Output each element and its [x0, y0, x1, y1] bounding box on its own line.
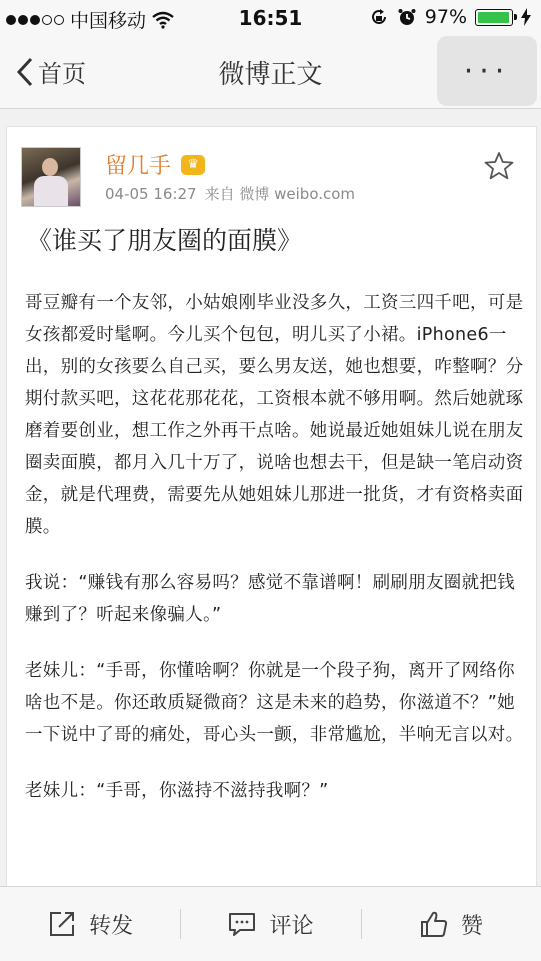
- status-bar: [0, 0, 541, 36]
- username-row: [105, 149, 205, 180]
- repost-label: 转发: [89, 913, 134, 939]
- action-toolbar: [0, 886, 541, 961]
- avatar[interactable]: [21, 147, 81, 207]
- alarm-icon: [397, 7, 417, 27]
- post-meta: [105, 183, 355, 204]
- back-label: 首页: [38, 60, 86, 88]
- page-title: 微博正文: [218, 60, 323, 90]
- post-source: 来自 微博 weibo.com: [204, 185, 356, 203]
- post-headline: 《谁买了朋友圈的面膜》: [27, 226, 303, 255]
- battery-icon: [475, 9, 513, 26]
- more-button[interactable]: [437, 36, 537, 106]
- post-paragraph: 哥豆瓣有一个友邻，小姑娘刚毕业没多久，工资三四千吧，可是女孩都爱时髦啊。今儿买个包包，明儿买了小裙。iPhone6一出，别的女孩要么自己买，要么男友送，她也想要，咋整啊？分期付款买吧，这花花那花花，工资根本就不够用啊。然后她就琢磨着要创业，想工作之外再干点啥。她说最近她姐妹儿说在朋友圈卖面膜，都月入几十万了，说啥也想去干，但是缺一笔启动资金，就是代理费，需要先从她姐妹儿那进一批货，才有资格卖面膜。: [25, 293, 524, 537]
- charging-icon: [521, 8, 531, 26]
- navigation-bar: [0, 36, 541, 109]
- username[interactable]: 留几手: [105, 154, 172, 179]
- comment-label: 评论: [269, 913, 314, 939]
- thumbs-up-icon: [419, 909, 449, 939]
- post-paragraph: 老妹儿：“手哥，你滋持不滋持我啊？”: [25, 781, 329, 801]
- battery-percent: 97%: [424, 6, 467, 28]
- more-icon: ···: [463, 53, 511, 89]
- like-button[interactable]: [361, 887, 541, 961]
- status-time: 16:51: [238, 6, 303, 30]
- favorite-star-icon[interactable]: [484, 151, 514, 181]
- crown-badge-icon: ♛: [181, 155, 205, 175]
- repost-button[interactable]: [0, 887, 180, 961]
- like-label: 赞: [460, 913, 483, 939]
- post-paragraph: 我说：“赚钱有那么容易吗？感觉不靠谱啊！刷刷朋友圈就把钱赚到了？听起来像骗人。”: [25, 573, 515, 625]
- post-date: 04-05 16:27: [105, 185, 197, 203]
- repost-icon: [47, 909, 77, 939]
- post-body: [25, 287, 525, 831]
- battery-fill: [478, 12, 509, 23]
- comment-button[interactable]: [180, 887, 360, 961]
- status-right: [369, 6, 531, 28]
- rotation-lock-icon: [369, 7, 389, 27]
- post-paragraph: 老妹儿：“手哥，你懂啥啊？你就是一个段子狗，离开了网络你啥也不是。你还敢质疑微商？这是未来的趋势，你滋道不？”她一下说中了哥的痛处，哥心头一颤，非常尴尬，半响无言以对。: [25, 661, 524, 745]
- post-card: [6, 126, 537, 887]
- carrier-name: 中国移动: [70, 10, 147, 32]
- comment-icon: [227, 909, 257, 939]
